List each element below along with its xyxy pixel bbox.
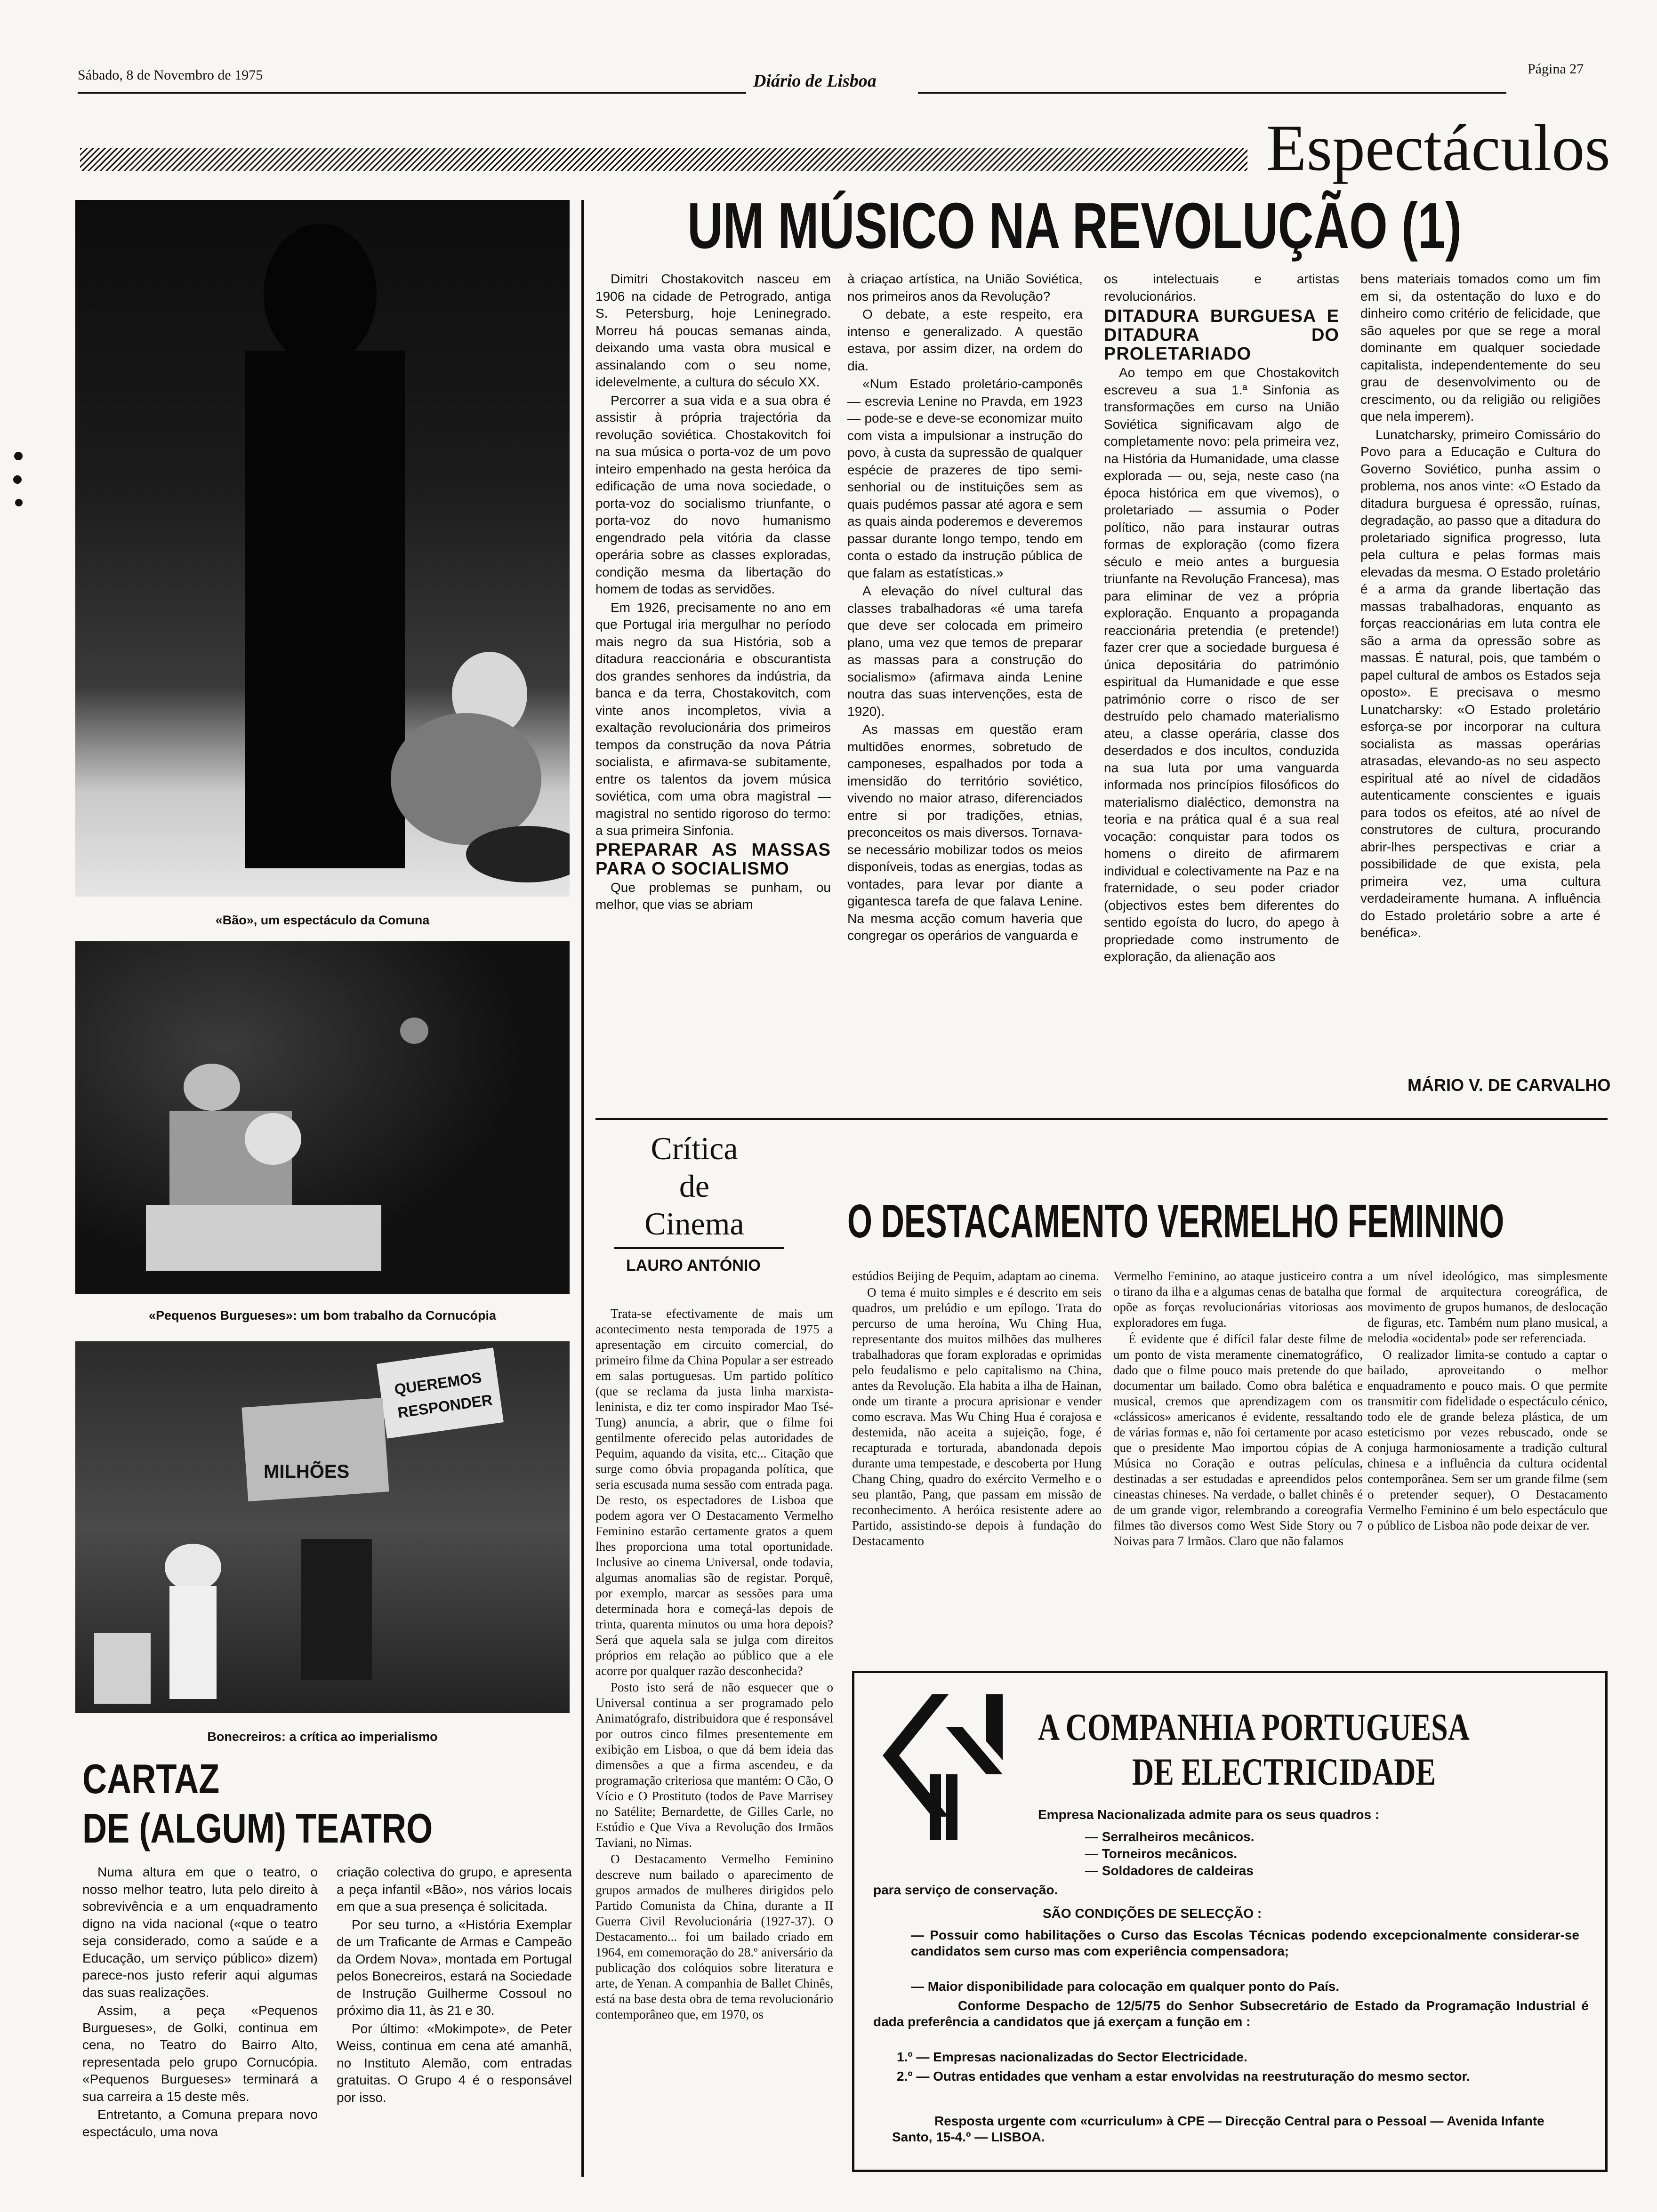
sign-responder: RESPONDER: [396, 1391, 494, 1421]
main-col2-p4: A elevação do nível cultural das classes trabalhadoras «é uma tarefa que deve ser colocada em primeiro plano, uma vez que temos de preparar as massas para a construção do socialismo» (afirmava ainda Lenine noutra das suas intervenções, esta de 1920).: [847, 584, 1083, 719]
advert-preference-1: 1.º — Empresas nacionalizadas do Sector Electricidade.: [897, 2050, 1247, 2064]
header-rule-right: [918, 92, 1506, 94]
cinema-rubric-rule: [614, 1247, 784, 1249]
advert-jobs-list: [1085, 1828, 1255, 1879]
rubric-de: de: [679, 1168, 710, 1204]
cinema-article-title: O DESTACAMENTO VERMELHO FEMININO: [847, 1195, 1504, 1248]
theatre-col1-p3: Entretanto, a Comuna prepara novo espectáculo, uma nova: [82, 2107, 318, 2139]
advert-intro: Empresa Nacionalizada admite para os seus quadros :: [1038, 1807, 1380, 1822]
theatre-title-1: CARTAZ: [82, 1755, 220, 1802]
photo-bao-figures: [75, 200, 570, 897]
cinema-column-3: [1113, 1268, 1363, 1654]
main-col1-p4: Que problemas se punham, ou melhor, que vias se abriam: [595, 880, 831, 912]
advert-purpose: para serviço de conservação.: [873, 1883, 1058, 1897]
cinema-column-2: [852, 1268, 1102, 1654]
cinema-critic: LAURO ANTÓNIO: [626, 1257, 761, 1274]
rubric-cinema: Cinema: [644, 1206, 744, 1242]
main-col4-p1: bens materiais tomados como um fim em si, da ostentação do luxo e do dinheiro como critério de felicidade, que são aqueles por que se rege a moral dominante em qualquer sociedade capitalista, independentemente do seu grau de desenvolvimento ou de crescimento, ou da religião ou religiões que nela imperem).: [1360, 272, 1601, 424]
advert-condition-1: — Possuir como habilitações o Curso das Escolas Técnicas podendo excepcionalmente considerar-se candidatos sem curso mas com experiência compensadora;: [911, 1928, 1579, 1958]
cinema-rule-top: [595, 1118, 1608, 1120]
main-col2-p3: «Num Estado proletário-camponês — escrevia Lenine no Pravda, em 1923 — pode-se e deve-se economizar muito com vista a impulsionar a instrução do povo, à custa da supressão de qualquer espécie de prazeres de tipo semi-senhorial ou de instituições sem as quais pudémos passar até agora e sem as quais ainda poderemos e deveremos passar durante longo tempo, tendo em conta o estado da instrução pública de que falam as estatísticas.»: [847, 377, 1083, 580]
advert-company-line1: A COMPANHIA PORTUGUESA: [1038, 1706, 1470, 1748]
advert-reply: Resposta urgente com «curriculum» à CPE — Direcção Central para o Pessoal — Avenida Infante Santo, 15-4.º — LISBOA.: [892, 2114, 1544, 2144]
photo-bao: [75, 200, 570, 897]
subheading-ditadura: DITADURA BURGUESA E DITADURA DO PROLETARIADO: [1104, 306, 1339, 364]
cinema-col4-p2: O realizador limita-se contudo a captar o bailado, aproveitando o melhor enquadramento e pouco mais. O que permite transmitir com fidelidade o espectáculo cénico, todo ele de grande beleza plástica, de um esteticismo por vezes rebuscado, onde se conjuga harmoniosamente a tradição cultural chinesa e a influência da cultura ocidental contemporânea. Sem ser um grande filme (sem o pretender sequer), O Destacamento Vermelho Feminino é um belo espectáculo que o público de Lisboa não pode deixar de ver.: [1367, 1347, 1608, 1532]
theatre-col1-p2: Assim, a peça «Pequenos Burgueses», de Golki, continua em cena, no Teatro do Bairro Alto, representada pelo grupo Cornucópia. «Pequenos Burgueses» terminará a sua carreira a 15 deste mês.: [82, 2003, 318, 2104]
main-col1-p3: Em 1926, precisamente no ano em que Portugal iria mergulhar no período mais negro da sua História, sob a ditadura reaccionária e obscurantista dos grandes senhores da indústria, da banca e da terra, Chostakovitch, com vinte anos incompletos, vivia a exaltação revolucionária dos primeiros tempos da construção da nova Pátria socialista, e afirmava-se subitamente, entre os talentos da jovem música soviética, com uma obra magistral — magistral no sentido rigoroso do termo: a sua primeira Sinfonia.: [595, 600, 831, 838]
advert-company-line2: DE ELECTRICIDADE: [1132, 1750, 1436, 1793]
caption-photo1: «Bão», um espectáculo da Comuna: [215, 913, 430, 927]
cinema-col4-p1: a um nível ideológico, mas simplesmente formal de arquitectura coreográfica, de movimento de grupos humanos, de deslocação de figuras, etc. Também num plano musical, a melodia «ocidental» pode ser referenciada.: [1367, 1269, 1608, 1345]
main-col2-p2: O debate, a este respeito, era intenso e generalizado. A questão estava, por assim dizer, na ordem do dia.: [847, 307, 1083, 373]
margin-speck: [13, 475, 22, 484]
theatre-col2-p1: criação colectiva do grupo, e apresenta a peça infantil «Bão», nos vários locais em que a sua presença é solicitada.: [337, 1865, 572, 1914]
main-col3-p1: os intelectuais e artistas revolucionários.: [1104, 272, 1339, 304]
rubric-critica: Crítica: [651, 1130, 738, 1166]
main-col4-p2: Lunatcharsky, primeiro Comissário do Povo para a Educação e Cultura do Governo Soviético, punha assim o problema, nos anos vinte: «O Estado da ditadura burguesa é opressão, ruínas, degradação, ao passo que a ditadura do proletariado significa progresso, luta pela cultura e pelas formas mais elevadas da mesma. O Estado proletário é a arma da grande libertação das massas trabalhadoras, enquanto as forças reaccionárias em luta contra ele são a arma da opressão sobre as massas. É natural, pois, que também o papel cultural de ambos os Estados seja oposto». E precisava o mesmo Lunatcharsky: «O Estado proletário esforça-se por incorporar na cultura socialista as massas operárias atrasadas, elevando-as no seu aspecto espiritual até ao nível de cidadãos autenticamente conscientes e iguais para todos os efeitos, até ao nível de construtores de cultura, procurando abrir-lhes perspectivas e criar a possibilidade de que exista, pela primeira vez, uma cultura verdadeiramente humana. A influência do Estado proletário sobre a arte é benéfica».: [1360, 427, 1601, 940]
cinema-col1-p3: O Destacamento Vermelho Feminino descreve num bailado o aparecimento de grupos armados de mulheres dirigidos pelo Partido Comunista da China, durante a II Guerra Civil Revolucionária (1927-37). O Destacamento... foi um bailado criado em 1964, em comemoração do 28.º aniversário da publicação dos colóquios sobre literatura e arte, de Yenan. A companhia de Ballet Chinês, está na base desta obra de tema revolucionário contemporâneo que, em 1970, os: [595, 1852, 833, 2021]
main-article-author: MÁRIO V. DE CARVALHO: [1408, 1075, 1611, 1095]
margin-speck: [15, 499, 23, 506]
photo-pequenos-burgueses-figures: [75, 941, 570, 1294]
section-title: Espectáculos: [1266, 112, 1610, 184]
caption-photo2: «Pequenos Burgueses»: um bom trabalho da Cornucópia: [148, 1308, 497, 1322]
cinema-col1-p1: Trata-se efectivamente de mais um acontecimento nesta temporada de 1975 a apresentação em circuito comercial, do primeiro filme da China Popular a ser estreado em salas portuguesas. Um partido político (que se reclama da justa linha marxista-leninista, e diz ter como inspirador Mao Tsé-Tung) anuncia, a abrir, que o filme foi gentilmente oferecido pelas autoridades de Pequim, aquando da visita, etc... Citação que surge como óbvia propaganda política, que seria escusada numa sessão com entrada paga. De resto, os espectadores de Lisboa que podem agora ver O Destacamento Vermelho Feminino estarão certamente gratos a quem lhes proporciona uma total oportunidade. Inclusive ao cinema Universal, onde todavia, algumas anomalias são de registar. Porquê, por exemplo, marcar as sessões para uma determinada hora e começá-las depois de trinta, quarenta minutos ou uma hora depois? Será que aquela sala se julga com direitos próprios em relação ao público que a ele acorre por qualquer razão desconhecida?: [595, 1306, 833, 1678]
advert-job-1: — Serralheiros mecânicos.: [1085, 1829, 1255, 1844]
vertical-divider: [581, 200, 584, 2177]
cinema-col2-p2: O tema é muito simples e é descrito em seis quadros, um prelúdio e um epílogo. Trata do percurso de uma heroína, Wu Ching Hua, representante dos muitos milhões das mulheres trabalhadoras que foram exploradas e oprimidas pelo feudalismo e pelo capitalismo na China, antes da Revolução. Ela habita a ilha de Hainan, onde um tirante a procura aprisionar e vender como escrava. Mas Wu Ching Hua é corajosa e destemida, não aceita a sujeição, foge, é recapturada e torturada, abandonada depois durante uma tempestade, e descoberta por Hung Chang Ching, quadro do exército Vermelho e o seu plantão, Pang, que passam em missão de reconhecimento. A heróica resistente adere ao Partido, assistindo-se depois à fundação do Destacamento: [852, 1285, 1102, 1548]
theatre-column-2: [337, 1864, 572, 2203]
cpe-logo-icon: [876, 1694, 1003, 1850]
main-col2-p1: à criaçao artística, na União Soviética, nos primeiros anos da Revolução?: [847, 272, 1083, 304]
cinema-col2-p1: estúdios Beijing de Pequim, adaptam ao cinema.: [852, 1269, 1099, 1283]
photo-pequenos-burgueses: [75, 941, 570, 1294]
main-col1-p1: Dimitri Chostakovitch nasceu em 1906 na cidade de Petrogrado, antiga S. Petersburg, hoje Leninegrado. Morreu há poucas semanas ainda, deixando uma vasta obra musical e assinalando com o seu nome, idelevelmente, a cultura do século XX.: [595, 272, 831, 389]
subheading-preparar: PREPARAR AS MASSAS PARA O SOCIALISMO: [595, 840, 831, 879]
masthead: Diário de Lisboa: [753, 71, 877, 91]
header-date: Sábado, 8 de Novembro de 1975: [78, 67, 263, 83]
cinema-col1-p2: Posto isto será de não esquecer que o Universal continua a ser programado pelo Animatógrafo, distribuidora que é responsável por outros cinco filmes presentemente em exibição em Lisboa, o que dá bem ideia das dimensões a que a firma ascendeu, e da programação criteriosa que mantém: O Cão, O Vício e O Prostituto (todos de Pave Marrisey no Satélite; Bernardette, de Gilles Carle, no Estúdio e Que Viva a Revolução dos Irmãos Taviani, no Nimas.: [595, 1680, 833, 1850]
advert-preference-2: 2.º — Outras entidades que venham a estar envolvidas na reestruturação do mesmo sector.: [897, 2069, 1470, 2084]
main-col2-p5: As massas em questão eram multidões enormes, sobretudo de camponeses, espalhados por toda a imensidão do território soviético, vivendo no maior atraso, diferenciados entre si por tradições, etnias, preconceitos os mais diversos. Tornava-se necessário mobilizar todos os meios disponíveis, todas as energias, todas as vontades, para levar por diante a gigantesca tarefa de que falava Lenine. Na mesma acção comum haveria que congregar os operários de vanguarda e: [847, 722, 1083, 943]
page-number: Página 27: [1528, 61, 1584, 77]
advert-condition-2: — Maior disponibilidade para colocação em qualquer ponto do País.: [911, 1979, 1340, 1994]
margin-speck: [14, 452, 23, 460]
caption-photo3: Bonecreiros: a crítica ao imperialismo: [207, 1730, 438, 1744]
theatre-col1-p1: Numa altura em que o teatro, o nosso melhor teatro, luta pelo direito à sobrevivência e a um enquadramento digno na vida nacional («que o teatro seja considerado, como a saúde e a Educação, um serviço público» dizem) parece-nos justo referir aqui algumas das suas realizações.: [82, 1865, 318, 2000]
main-column-3: [1104, 271, 1339, 1099]
advert-job-3: — Soldadores de caldeiras: [1085, 1863, 1254, 1878]
advert-conditions-title: SÃO CONDIÇÕES DE SELECÇÃO :: [1043, 1906, 1262, 1921]
sign-milhoes: MILHÕES: [264, 1461, 350, 1482]
main-column-4: [1360, 271, 1601, 1071]
cinema-col3-p2: É evidente que é difícil falar deste filme de um ponto de vista meramente cinematográfico, dado que o filme pouco mais pretende do que documentar um bailado. Como obra balética e musical, cremos que aprendizagem com os «clássicos» americanos é evidente, ressaltando de várias formas e, não foi certamente por acaso que o presidente Mao importou cópias de A Música no Coração e outras películas, destinadas a ser estudadas e apreendidos pelos cineastas chineses. Na verdade, o ballet chinês é de um grande vigor, relembrando a coreografia filmes tão diversos como West Side Story ou 7 Noivas para 7 Irmãos. Claro que não falamos: [1113, 1332, 1363, 1548]
theatre-column-1: [82, 1864, 318, 2203]
main-column-2: [847, 271, 1083, 1099]
cinema-col3-p1: Vermelho Feminino, ao ataque justiceiro contra o tirano da ilha e a algumas cenas de batalha que opõe as forças revolucionárias vitoriosas aos exploradores em fuga.: [1113, 1269, 1363, 1330]
advert-despacho: Conforme Despacho de 12/5/75 do Senhor Subsecretário de Estado da Programação Industrial é dada preferência a candidatos que já exerçam a função em :: [873, 1998, 1589, 2029]
main-article-title: UM MÚSICO NA REVOLUÇÃO (1): [687, 190, 1462, 262]
main-col3-p2: Ao tempo em que Chostakovitch escreveu a sua 1.ª Sinfonia as transformações em curso na União Soviética significavam algo de completamente novo: pela primeira vez, na História da Humanidade, uma classe explorada — ou, seja, neste caso (na época histórica em que vivemos), o proletariado — assumia o Poder político, não para instaurar outras formas de exploração (como fizera século e meio antes a burguesia triunfante na Revolução Francesa), mas para eliminar de vez a própria exploração. Enquanto a propaganda reaccionária pretendia (e pretende!) fazer crer que a sociedade burguesa é única depositária do património espiritual da Humanidade e que esse património corre o risco de ser destruído pelo chamado materialismo ateu, a classe operária, classe dos deserdados e dos incultos, conduzida na sua luta por uma vanguarda informada nos princípios filosóficos do materialismo dialéctico, demonstra na teoria e na prática qual é a sua real vocação: conquistar para todos os homens o direito de afirmarem individual e colectivamente na Paz e na fraternidade, o seu poder criador (objectivos estes bem diferentes do sentido egoísta do lucro, do apego à propriedade como instrumento de exploração, da alienação aos: [1104, 365, 1339, 964]
header-rule-left: [78, 92, 746, 94]
main-col1-p2: Percorrer a sua vida e a sua obra é assistir à própria trajectória da revolução soviética. Chostakovitch foi na sua música o porta-voz de um povo inteiro empenhado na gesta heróica da edificação de uma nova sociedade, o porta-voz do socialismo triunfante, o porta-voz do novo humanismo engendrado pela vitória da classe operária sobre as classes exploradas, condição mesma da libertação do homem de todas as servidões.: [595, 393, 831, 596]
cinema-column-1: [595, 1306, 833, 2191]
theatre-col2-p2: Por seu turno, a «História Exemplar de um Traficante de Armas e Campeão da Ordem Nova», montada em Portugal pelos Bonecreiros, estará na Sociedade de Instrução Guilherme Cossoul no próximo dia 11, às 21 e 30.: [337, 1917, 572, 2018]
advert-box: [852, 1671, 1608, 2172]
theatre-title-2: DE (ALGUM) TEATRO: [82, 1805, 433, 1851]
theatre-col2-p3: Por último: «Mokimpote», de Peter Weiss, continua em cena até amanhã, no Instituto Alemão, com entradas gratuitas. O Grupo 4 é o responsável por isso.: [337, 2021, 572, 2105]
section-hatch-bar: [80, 148, 1247, 171]
advert-job-2: — Torneiros mecânicos.: [1085, 1846, 1238, 1861]
cinema-column-4: [1367, 1268, 1608, 1654]
sign-queremos: QUEREMOS: [393, 1369, 483, 1398]
photo-bonecreiros: [75, 1341, 570, 1713]
photo-bonecreiros-figures: [75, 1341, 570, 1713]
main-column-1: [595, 271, 831, 1099]
